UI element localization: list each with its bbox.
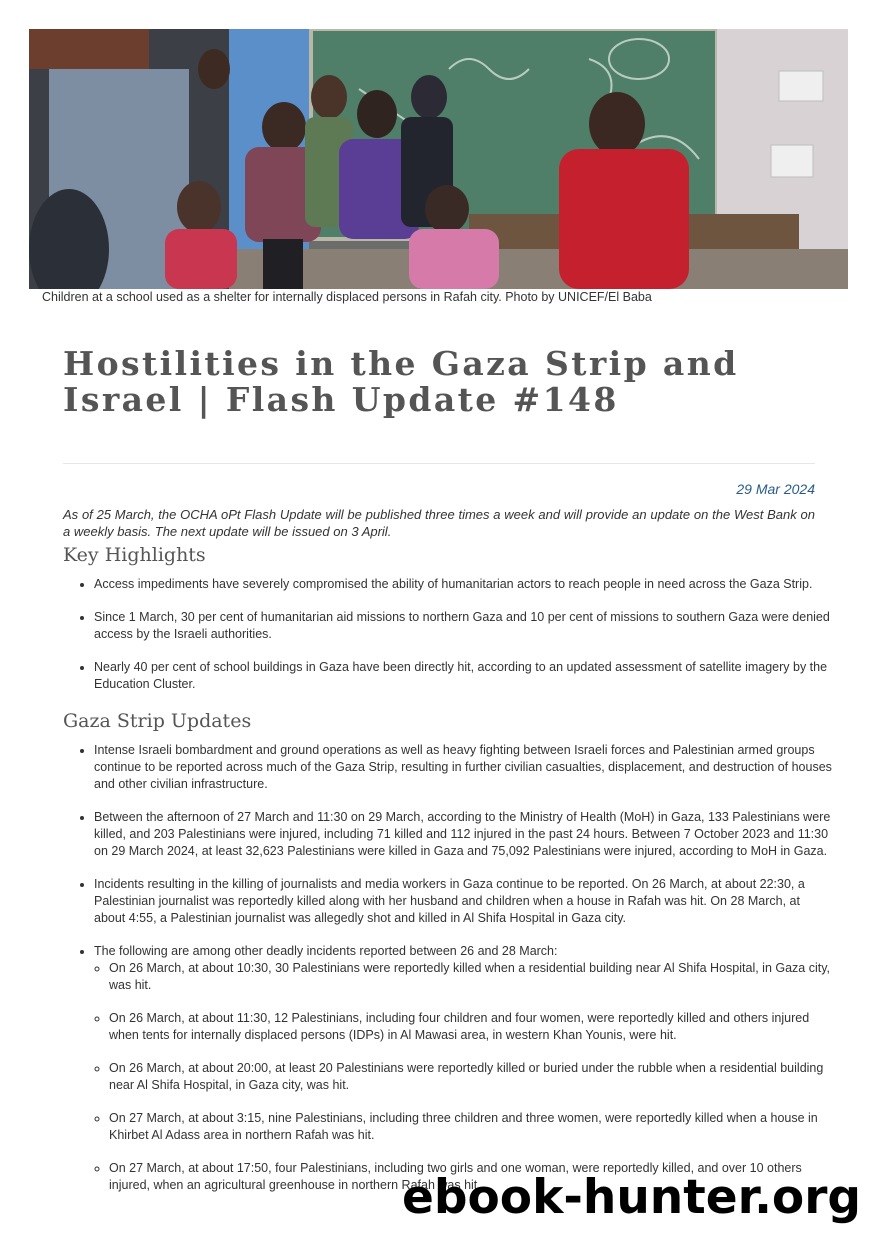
list-item: • Since 1 March, 30 per cent of humanitarian aid missions to northern Gaza and 10 per cent of missions to southern Gaza were denied access by the Israeli authorities. — [94, 609, 832, 643]
publication-date: 29 Mar 2024 — [736, 481, 815, 497]
gaza-updates-list — [78, 742, 832, 1210]
list-item: • Incidents resulting in the killing of journalists and media workers in Gaza continue to be reported. On 26 March, at about 22:30, a Palestinian journalist was reportedly killed along with her husband and children when a house in Rafah was hit. On 28 March, at about 4:55, a Palestinian journalist was allegedly shot and killed in Al Shifa Hospital in Gaza city. — [94, 876, 832, 927]
gaza-updates-heading: Gaza Strip Updates — [63, 710, 252, 732]
incident-item: ◦ On 27 March, at about 17:50, four Palestinians, including two girls and one woman, were reportedly killed, and over 10 others injured, when an agricultural greenhouse in northern Rafah was hit. — [109, 1160, 832, 1194]
incident-item: ◦ On 26 March, at about 11:30, 12 Palestinians, including four children and four women, were reportedly killed and others injured when tents for internally displaced persons (IDPs) in Al Mawasi area, in western Khan Younis, were hit. — [109, 1010, 832, 1044]
list-item: • Nearly 40 per cent of school buildings in Gaza have been directly hit, according to an updated assessment of satellite imagery by the Education Cluster. — [94, 659, 832, 693]
title-divider — [63, 463, 815, 464]
incident-item: ◦ On 26 March, at about 10:30, 30 Palestinians were reportedly killed when a residential building near Al Shifa Hospital, in Gaza city, was hit. — [109, 960, 832, 994]
watermark: ebook-hunter.org — [402, 1170, 862, 1225]
list-item: • Access impediments have severely compromised the ability of humanitarian actors to reach people in need across the Gaza Strip. — [94, 576, 832, 593]
key-highlights-heading: Key Highlights — [63, 544, 206, 566]
hero-photo — [29, 29, 848, 289]
incidents-list — [94, 960, 832, 1194]
incident-item: ◦ On 26 March, at about 20:00, at least 20 Palestinians were reportedly killed or buried under the rubble when a residential building near Al Shifa Hospital, in Gaza city, was hit. — [109, 1060, 832, 1094]
list-item — [94, 943, 832, 1194]
incidents-intro: The following are among other deadly incidents reported between 26 and 28 March: — [94, 944, 558, 958]
intro-note: As of 25 March, the OCHA oPt Flash Update will be published three times a week and will provide an update on the West Bank on a weekly basis. The next update will be issued on 3 April. — [63, 507, 815, 539]
incident-item: ◦ On 27 March, at about 3:15, nine Palestinians, including three children and three women, were reportedly killed when a house in Khirbet Al Adass area in northern Rafah was hit. — [109, 1110, 832, 1144]
photo-caption: Children at a school used as a shelter for internally displaced persons in Rafah city. Photo by UNICEF/El Baba — [42, 290, 652, 304]
page-title: Hostilities in the Gaza Strip and Israel | Flash Update #148 — [63, 344, 739, 419]
list-item: • Intense Israeli bombardment and ground operations as well as heavy fighting between Israeli forces and Palestinian armed groups continue to be reported across much of the Gaza Strip, resulting in further civilian casualties, displacement, and destruction of houses and other civilian infrastructure. — [94, 742, 832, 793]
key-highlights-list — [78, 576, 832, 709]
list-item: • Between the afternoon of 27 March and 11:30 on 29 March, according to the Ministry of Health (MoH) in Gaza, 133 Palestinians were killed, and 203 Palestinians were injured, including 71 killed and 112 injured in the past 24 hours. Between 7 October 2023 and 11:30 on 29 March 2024, at least 32,623 Palestinians were killed in Gaza and 75,092 Palestinians were injured, according to MoH in Gaza. — [94, 809, 832, 860]
